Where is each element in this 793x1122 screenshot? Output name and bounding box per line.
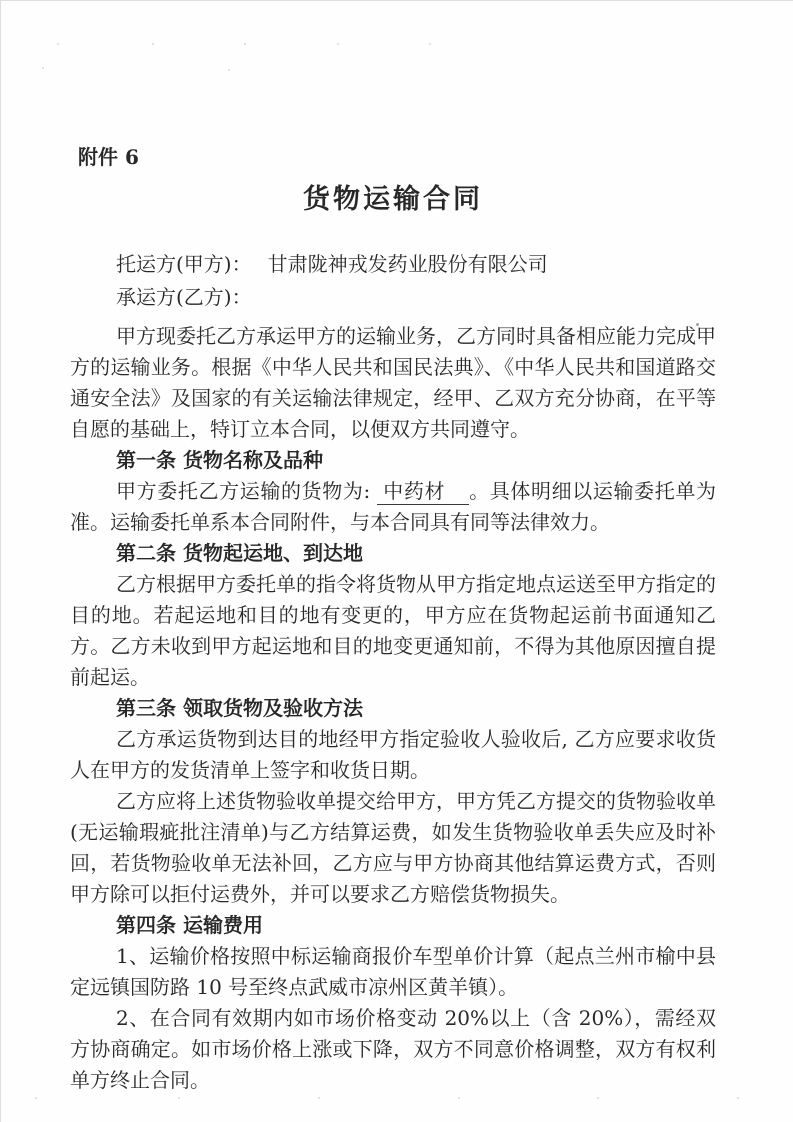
article-paragraph: [70, 941, 716, 1003]
party-value: 甘肃陇神戎发药业股份有限公司: [267, 252, 548, 276]
paragraph-segment: 甲方委托乙方运输的货物为:: [116, 479, 378, 503]
parties: [70, 248, 716, 314]
scan-edge-left: [0, 0, 1, 1122]
attachment-label: 附件 6: [78, 145, 139, 169]
scan-speckle: [57, 43, 59, 45]
scan-speckle: [152, 43, 154, 45]
paragraph-segment: 2、在合同有效期内如市场价格变动 20%以上（含 20%），需经双方协商确定。如市场价格上涨或下降，双方不同意价格调整，双方有权利单方终止合同。: [70, 1006, 716, 1092]
body-text: [70, 321, 716, 1096]
scan-speckle: [429, 43, 431, 45]
paragraph-segment-underlined: 中药材: [377, 479, 469, 505]
paragraph-segment: 1、运输价格按照中标运输商报价车型单价计算（起点兰州市榆中县定远镇国防路 10 号至终点武威市凉州区黄羊镇）。: [70, 944, 716, 999]
party-label: 承运方(乙方)：: [116, 285, 252, 309]
article-heading: 第三条 领取货物及验收方法: [116, 696, 363, 720]
article-paragraph: [70, 724, 716, 786]
paragraph-segment: 。具体明细以运输委托单为准。运输委托单系本合同附件，与本合同具有同等法律效力。: [70, 479, 717, 534]
scan-speckle: [597, 1097, 599, 1099]
article-heading: 第二条 货物起运地、到达地: [116, 541, 363, 565]
scan-edge-top: [0, 0, 793, 1]
scan-speckle: [178, 1097, 180, 1099]
party-label: 托运方(甲方)：: [116, 252, 252, 276]
paragraph-segment: 乙方承运货物到达目的地经甲方指定验收人验收后, 乙方应要求收货人在甲方的发货清单上签字和收货日期。: [70, 727, 716, 782]
scan-speckle: [458, 1097, 460, 1099]
party-line: [70, 281, 716, 314]
document-content: [70, 145, 716, 1096]
page-title: 货物运输合同: [303, 184, 483, 215]
scan-speckle: [42, 67, 44, 69]
scan-speckle: [318, 1097, 320, 1099]
preamble-paragraph: 甲方现委托乙方承运甲方的运输业务，乙方同时具备相应能力完成甲方的运输业务。根据《中华人民共和国民法典》、《中华人民共和国道路交通安全法》及国家的有关运输法律规定，经甲、乙双方充分协商，在平等自愿的基础上，特订立本合同，以便双方共同遵守。: [70, 324, 716, 441]
scan-speckle: [737, 1097, 739, 1099]
paragraph-segment: 乙方根据甲方委托单的指令将货物从甲方指定地点运送至甲方指定的目的地。若起运地和目的地有变更的，甲方应在货物起运前书面通知乙方。乙方未收到甲方起运地和目的地变更通知前，不得为其他原因擅自提前起运。: [70, 572, 716, 689]
scan-speckle: [244, 43, 246, 45]
party-line: [70, 248, 716, 281]
article-paragraph: [70, 1003, 716, 1096]
article-heading: 第一条 货物名称及品种: [116, 448, 323, 472]
article-paragraph: [70, 569, 716, 693]
scan-speckle: [35, 1097, 37, 1099]
article-paragraph: [70, 476, 716, 538]
scan-speckle: [228, 69, 230, 71]
scan-speckle: [337, 43, 339, 45]
paragraph-segment: 乙方应将上述货物验收单提交给甲方，甲方凭乙方提交的货物验收单(无运输瑕疵批注清单)与乙方结算运费，如发生货物验收单丢失应及时补回，若货物验收单无法补回，乙方应与甲方协商其他结算运费方式，否则甲方除可以拒付运费外，并可以要求乙方赔偿货物损失。: [70, 789, 716, 906]
articles: [70, 445, 716, 1096]
article-paragraph: [70, 786, 716, 910]
article-heading: 第四条 运输费用: [116, 913, 263, 937]
